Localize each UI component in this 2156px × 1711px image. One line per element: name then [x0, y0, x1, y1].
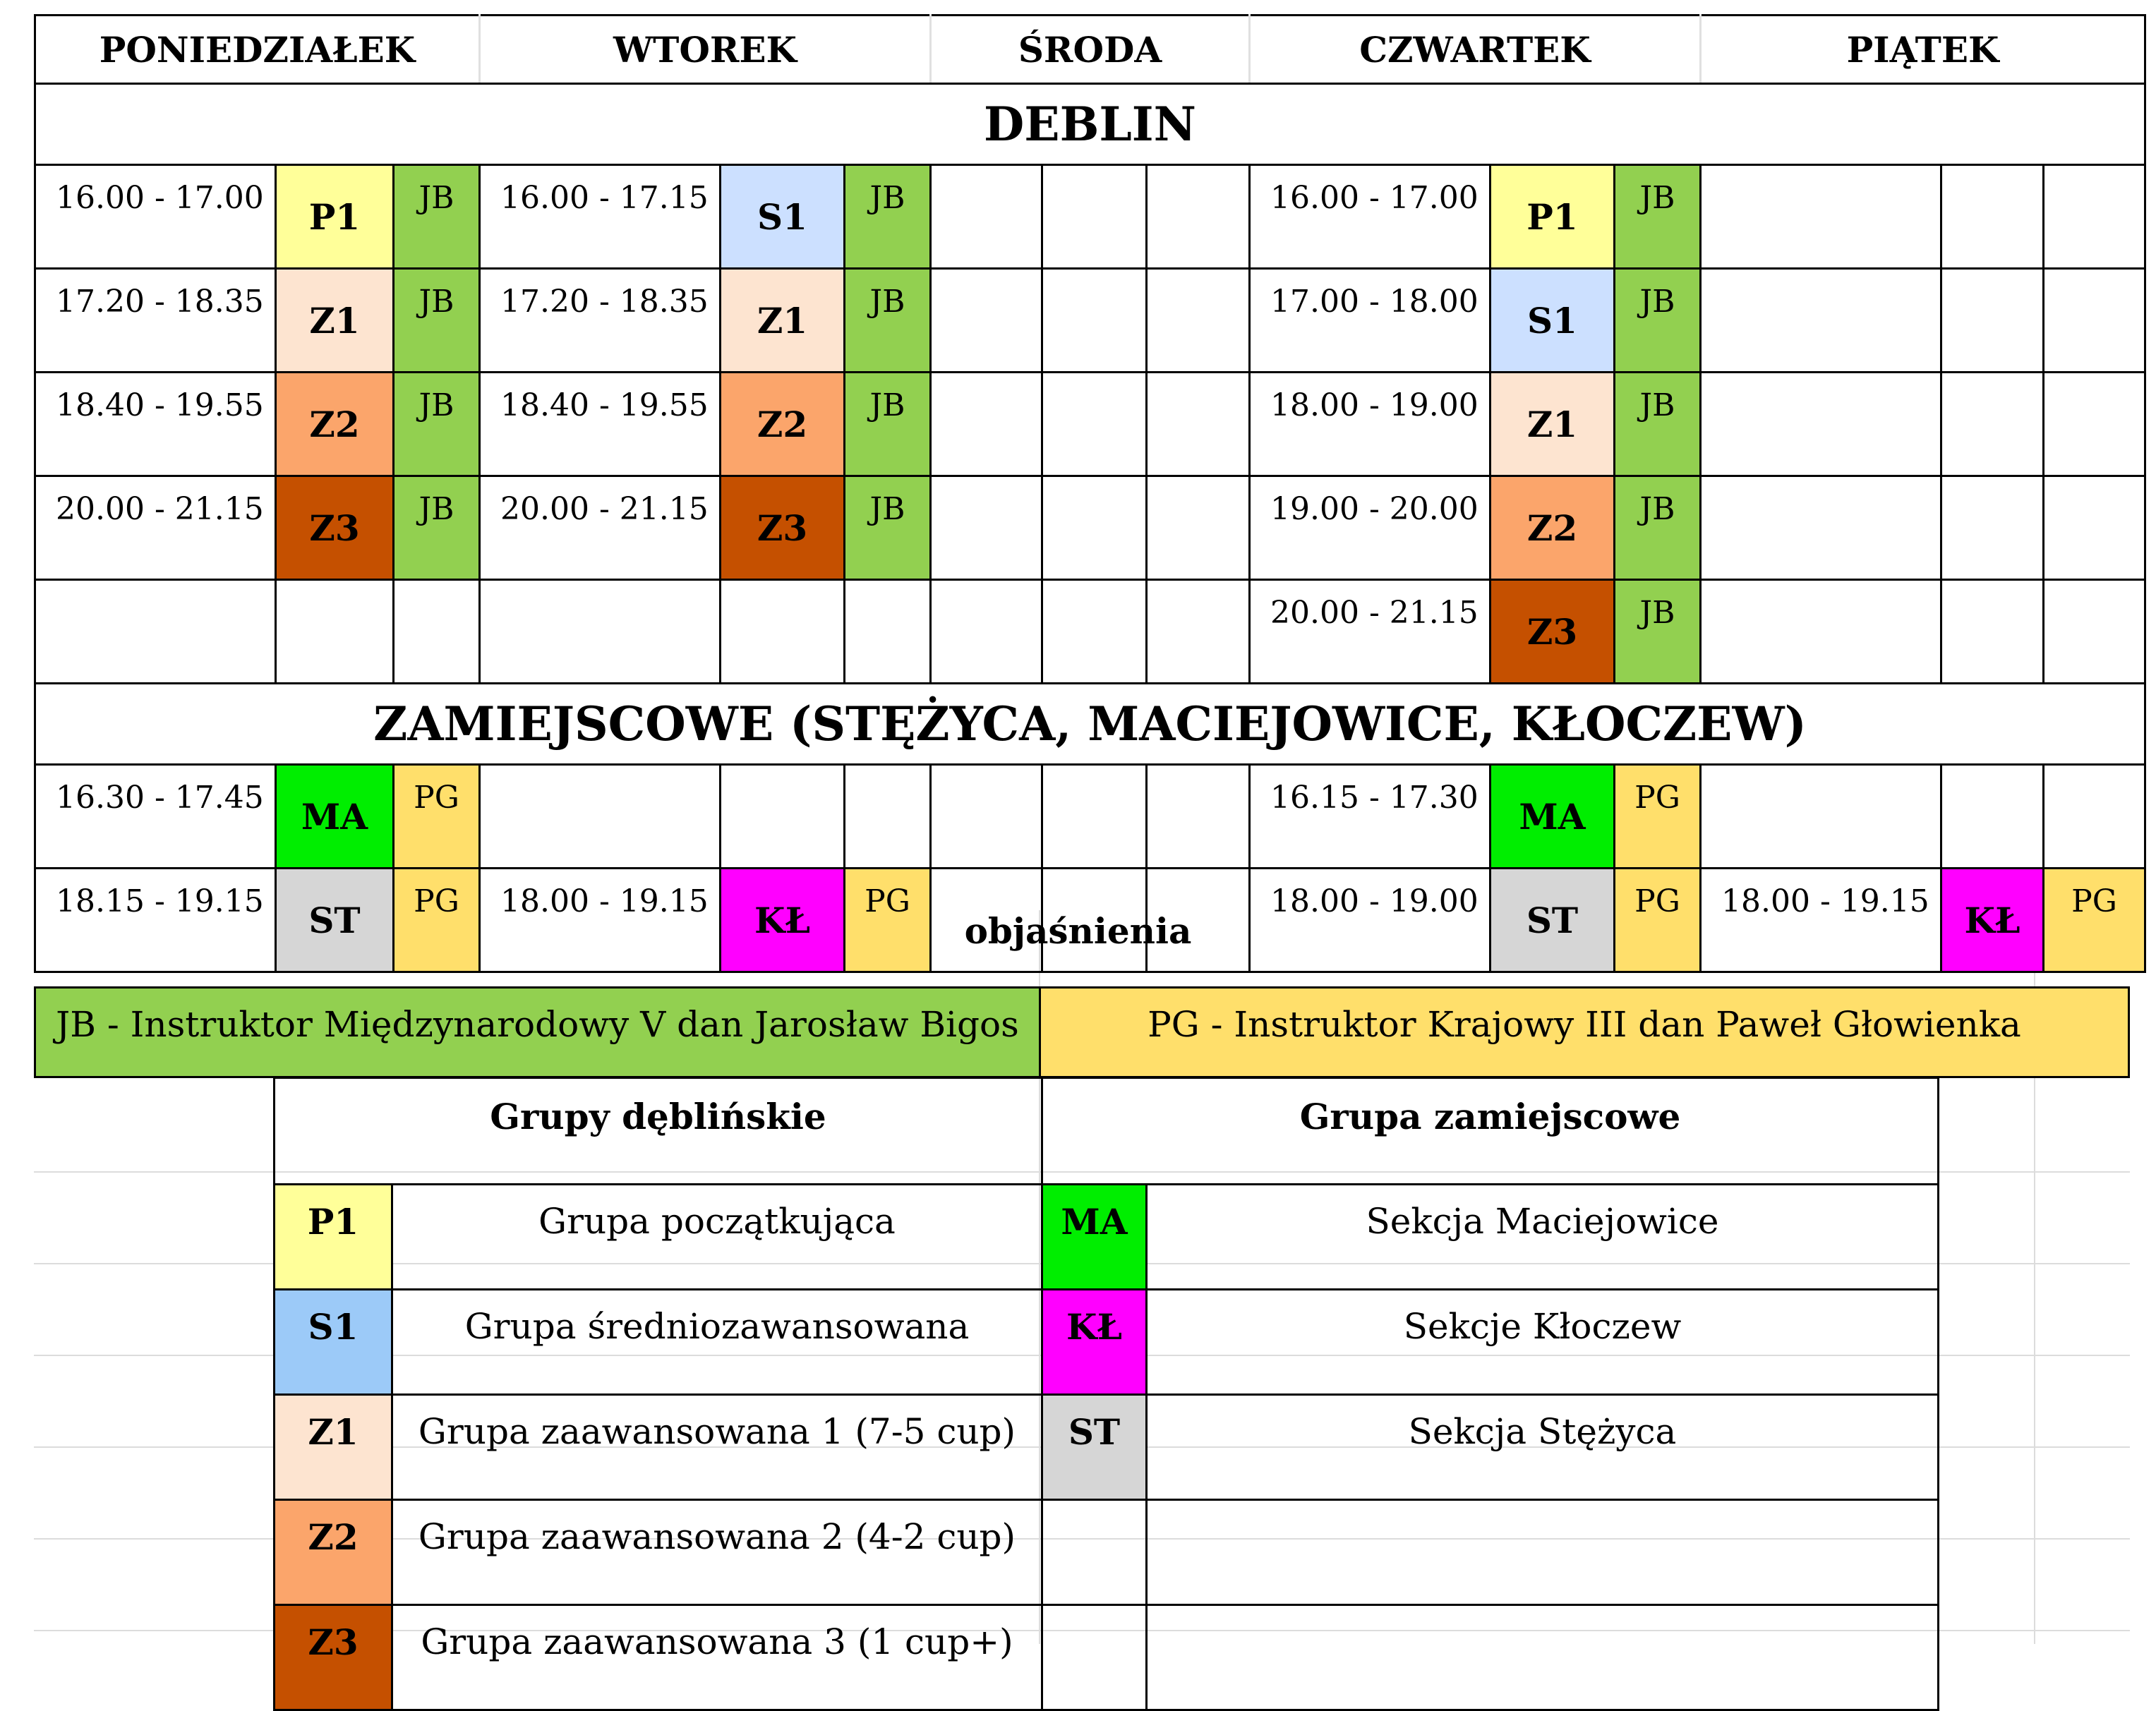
- instructor-cell: [2044, 373, 2145, 476]
- time-cell: [1701, 269, 1941, 373]
- group-cell: KŁ: [1941, 869, 2044, 972]
- time-cell: 18.15 - 19.15: [35, 869, 276, 972]
- legend-desc-zamiejscowe: [1147, 1605, 1939, 1710]
- instructor-pg-box: PG - Instruktor Krajowy III dan Paweł Głowienka: [1039, 986, 2130, 1078]
- legend-code-zamiejscowe: ST: [1042, 1395, 1147, 1500]
- legend-desc-deblin: Grupa zaawansowana 3 (1 cup+): [392, 1605, 1042, 1710]
- time-cell: [931, 269, 1042, 373]
- time-cell: 18.00 - 19.15: [480, 869, 721, 972]
- day-header-tuesday: WTOREK: [480, 16, 931, 84]
- section-title-deblin: DEBLIN: [35, 84, 2145, 165]
- time-cell: [1701, 476, 1941, 580]
- group-cell: P1: [1490, 165, 1615, 269]
- time-cell: 17.20 - 18.35: [35, 269, 276, 373]
- legend-row: [275, 1290, 1939, 1395]
- legend-row: [275, 1395, 1939, 1500]
- day-header-thursday: CZWARTEK: [1250, 16, 1701, 84]
- instructor-cell: [394, 580, 480, 684]
- group-cell: [1941, 476, 2044, 580]
- time-cell: [931, 765, 1042, 869]
- instructor-cell: JB: [845, 165, 931, 269]
- instructor-cell: [1147, 765, 1250, 869]
- group-cell: ST: [1490, 869, 1615, 972]
- group-cell: [1042, 765, 1147, 869]
- deblin-slot-row: [35, 373, 2145, 476]
- group-cell: MA: [276, 765, 394, 869]
- time-cell: 16.00 - 17.00: [35, 165, 276, 269]
- legend-desc-zamiejscowe: [1147, 1500, 1939, 1605]
- instructor-cell: [2044, 269, 2145, 373]
- instructor-jb-box: JB - Instruktor Międzynarodowy V dan Jarosław Bigos: [34, 986, 1041, 1078]
- time-cell: [1701, 373, 1941, 476]
- group-cell: [1042, 269, 1147, 373]
- time-cell: 17.00 - 18.00: [1250, 269, 1490, 373]
- group-cell: [1042, 373, 1147, 476]
- instructor-cell: PG: [845, 869, 931, 972]
- legend-code-deblin: P1: [275, 1185, 392, 1290]
- instructor-cell: [1147, 269, 1250, 373]
- legend-title: objaśnienia: [964, 910, 1192, 952]
- legend-desc-deblin: Grupa początkująca: [392, 1185, 1042, 1290]
- time-cell: [480, 765, 721, 869]
- group-cell: [1042, 580, 1147, 684]
- deblin-slot-row: [35, 476, 2145, 580]
- group-cell: Z1: [276, 269, 394, 373]
- instructor-cell: JB: [1615, 165, 1701, 269]
- schedule-table: [34, 14, 2146, 973]
- legend-header-deblin: Grupy dęblińskie: [275, 1078, 1042, 1185]
- instructor-cell: JB: [1615, 373, 1701, 476]
- section-row-deblin: [35, 84, 2145, 165]
- group-cell: Z3: [276, 476, 394, 580]
- instructor-cell: JB: [845, 373, 931, 476]
- instructor-cell: [845, 580, 931, 684]
- legend-code-zamiejscowe: [1042, 1500, 1147, 1605]
- time-cell: [931, 580, 1042, 684]
- time-cell: [1701, 580, 1941, 684]
- group-cell: MA: [1490, 765, 1615, 869]
- legend-code-zamiejscowe: KŁ: [1042, 1290, 1147, 1395]
- legend-desc-zamiejscowe: Sekcja Maciejowice: [1147, 1185, 1939, 1290]
- legend-desc-deblin: Grupa zaawansowana 1 (7-5 cup): [392, 1395, 1042, 1500]
- instructor-cell: JB: [394, 476, 480, 580]
- section-title-zamiejscowe: ZAMIEJSCOWE (STĘŻYCA, MACIEJOWICE, KŁOCZEW): [35, 684, 2145, 765]
- time-cell: 16.30 - 17.45: [35, 765, 276, 869]
- time-cell: [931, 476, 1042, 580]
- group-cell: Z3: [1490, 580, 1615, 684]
- instructor-cell: PG: [2044, 869, 2145, 972]
- group-cell: S1: [721, 165, 845, 269]
- deblin-slot-row: [35, 165, 2145, 269]
- legend-row: [275, 1605, 1939, 1710]
- group-cell: [1042, 165, 1147, 269]
- legend-header-row: [275, 1078, 1939, 1185]
- instructor-cell: [845, 765, 931, 869]
- legend-desc-zamiejscowe: Sekcja Stężyca: [1147, 1395, 1939, 1500]
- time-cell: 17.20 - 18.35: [480, 269, 721, 373]
- instructor-cell: [2044, 580, 2145, 684]
- group-cell: Z1: [721, 269, 845, 373]
- group-cell: [1941, 765, 2044, 869]
- group-cell: Z2: [1490, 476, 1615, 580]
- instructor-cell: JB: [1615, 580, 1701, 684]
- group-cell: [1941, 165, 2044, 269]
- section-row-zamiejscowe: [35, 684, 2145, 765]
- instructor-cell: JB: [394, 373, 480, 476]
- time-cell: 20.00 - 21.15: [480, 476, 721, 580]
- legend-code-zamiejscowe: MA: [1042, 1185, 1147, 1290]
- instructor-cell: JB: [845, 476, 931, 580]
- time-cell: 18.40 - 19.55: [35, 373, 276, 476]
- time-cell: [35, 580, 276, 684]
- group-cell: Z2: [276, 373, 394, 476]
- group-cell: KŁ: [721, 869, 845, 972]
- group-cell: [1042, 476, 1147, 580]
- instructor-cell: [2044, 765, 2145, 869]
- zamiejscowe-slot-row: [35, 765, 2145, 869]
- day-header-monday: PONIEDZIAŁEK: [35, 16, 480, 84]
- time-cell: 16.00 - 17.15: [480, 165, 721, 269]
- time-cell: 20.00 - 21.15: [1250, 580, 1490, 684]
- days-header-row: [35, 16, 2145, 84]
- time-cell: 16.00 - 17.00: [1250, 165, 1490, 269]
- instructor-cell: [1147, 580, 1250, 684]
- legend-desc-deblin: Grupa średniozawansowana: [392, 1290, 1042, 1395]
- instructor-cell: JB: [1615, 269, 1701, 373]
- instructor-cell: JB: [1615, 476, 1701, 580]
- group-cell: [1941, 580, 2044, 684]
- group-cell: [721, 765, 845, 869]
- time-cell: 20.00 - 21.15: [35, 476, 276, 580]
- instructor-cell: [2044, 165, 2145, 269]
- group-cell: [1941, 269, 2044, 373]
- instructor-cell: PG: [1615, 869, 1701, 972]
- instructor-cell: PG: [394, 869, 480, 972]
- group-cell: Z3: [721, 476, 845, 580]
- legend-row: [275, 1185, 1939, 1290]
- group-cell: [1941, 373, 2044, 476]
- time-cell: [1701, 765, 1941, 869]
- instructor-cell: PG: [394, 765, 480, 869]
- time-cell: 18.00 - 19.00: [1250, 373, 1490, 476]
- deblin-slot-row: [35, 269, 2145, 373]
- time-cell: [931, 373, 1042, 476]
- group-cell: S1: [1490, 269, 1615, 373]
- day-header-friday: PIĄTEK: [1701, 16, 2145, 84]
- instructor-cell: [1147, 476, 1250, 580]
- legend-table: [273, 1077, 1939, 1711]
- legend-row: [275, 1500, 1939, 1605]
- legend-desc-deblin: Grupa zaawansowana 2 (4-2 cup): [392, 1500, 1042, 1605]
- group-cell: Z2: [721, 373, 845, 476]
- legend-code-deblin: Z1: [275, 1395, 392, 1500]
- time-cell: [480, 580, 721, 684]
- time-cell: 16.15 - 17.30: [1250, 765, 1490, 869]
- legend-header-zamiejscowe: Grupa zamiejscowe: [1042, 1078, 1939, 1185]
- instructor-cell: JB: [845, 269, 931, 373]
- group-cell: [721, 580, 845, 684]
- group-cell: [276, 580, 394, 684]
- group-cell: ST: [276, 869, 394, 972]
- legend-desc-zamiejscowe: Sekcje Kłoczew: [1147, 1290, 1939, 1395]
- day-header-wednesday: ŚRODA: [931, 16, 1250, 84]
- instructor-cell: PG: [1615, 765, 1701, 869]
- legend-code-deblin: Z3: [275, 1605, 392, 1710]
- group-cell: P1: [276, 165, 394, 269]
- instructor-cell: [1147, 165, 1250, 269]
- instructor-cell: [2044, 476, 2145, 580]
- time-cell: [1701, 165, 1941, 269]
- time-cell: 18.00 - 19.00: [1250, 869, 1490, 972]
- time-cell: 18.00 - 19.15: [1701, 869, 1941, 972]
- instructor-cell: JB: [394, 269, 480, 373]
- legend-code-zamiejscowe: [1042, 1605, 1147, 1710]
- legend-code-deblin: Z2: [275, 1500, 392, 1605]
- time-cell: [931, 165, 1042, 269]
- group-cell: Z1: [1490, 373, 1615, 476]
- deblin-slot-row: [35, 580, 2145, 684]
- legend-code-deblin: S1: [275, 1290, 392, 1395]
- time-cell: 18.40 - 19.55: [480, 373, 721, 476]
- instructor-cell: [1147, 373, 1250, 476]
- instructor-cell: JB: [394, 165, 480, 269]
- time-cell: 19.00 - 20.00: [1250, 476, 1490, 580]
